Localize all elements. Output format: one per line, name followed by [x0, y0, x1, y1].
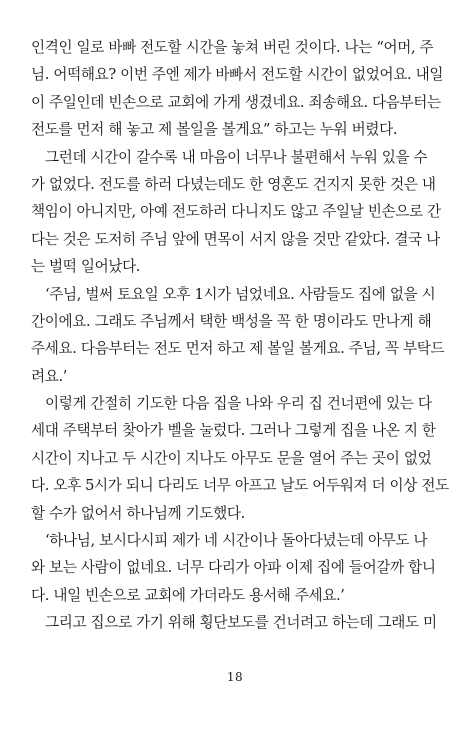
text-line: 세대 주택부터 찾아가 벨을 눌렀다. 그러나 그렇게 집을 나온 지 한	[31, 422, 436, 440]
text-line: 그리고 집으로 가기 위해 횡단보도를 건너려고 하는데 그래도 미	[45, 614, 437, 632]
text-line: 그런데 시간이 갈수록 내 마음이 너무나 불편해서 누워 있을 수	[45, 148, 428, 166]
text-line: 가 없었다. 전도를 하러 다녔는데도 한 영혼도 건지지 못한 것은 내	[31, 175, 436, 193]
text-line: 는 벌떡 일어났다.	[31, 258, 141, 276]
text-line: 이렇게 간절히 기도한 다음 집을 나와 우리 집 건너편에 있는 다	[45, 395, 432, 413]
text-line: 전도를 먼저 해 놓고 제 볼일을 볼게요” 하고는 누워 버렸다.	[31, 121, 398, 139]
text-line: 님. 어떡해요? 이번 주엔 제가 바빠서 전도할 시간이 없었어요. 내일	[31, 66, 444, 84]
text-line: 주세요. 다음부터는 전도 먼저 하고 제 볼일 볼게요. 주님, 꼭 부탁드	[31, 340, 445, 358]
page-number: 18	[226, 670, 244, 684]
text-line: 이 주일인데 빈손으로 교회에 가게 생겼네요. 죄송해요. 다음부터는	[31, 93, 441, 111]
text-line: ‘하나님, 보시다시피 제가 네 시간이나 돌아다녔는데 아무도 나	[45, 532, 428, 550]
body-text	[31, 34, 449, 637]
text-line: 책임이 아니지만, 아예 전도하러 다니지도 않고 주일날 빈손으로 간	[31, 203, 441, 221]
text-line: 다는 것은 도저히 주님 앞에 면목이 서지 않을 것만 같았다. 결국 나	[31, 230, 440, 248]
text-line: 다. 내일 빈손으로 교회에 가더라도 용서해 주세요.’	[31, 586, 345, 604]
text-line: 와 보는 사람이 없네요. 너무 다리가 아파 이제 집에 들어갈까 합니	[31, 559, 436, 577]
text-line: 시간이 지나고 두 시간이 지나도 아무도 문을 열어 주는 곳이 없었	[31, 449, 432, 467]
text-line: 인격인 일로 바빠 전도할 시간을 놓쳐 버린 것이다. 나는 “어머, 주	[31, 39, 434, 56]
text-line: 려요.’	[31, 367, 68, 385]
text-line: ‘주님, 벌써 토요일 오후 1시가 넘었네요. 사람들도 집에 없을 시	[45, 285, 436, 303]
text-line: 할 수가 없어서 하나님께 기도했다.	[31, 504, 245, 522]
text-line: 간이에요. 그래도 주님께서 택한 백성을 꼭 한 명이라도 만나게 해	[31, 312, 432, 330]
text-line: 다. 오후 5시가 되니 다리도 너무 아프고 날도 어두워져 더 이상 전도	[31, 477, 449, 495]
